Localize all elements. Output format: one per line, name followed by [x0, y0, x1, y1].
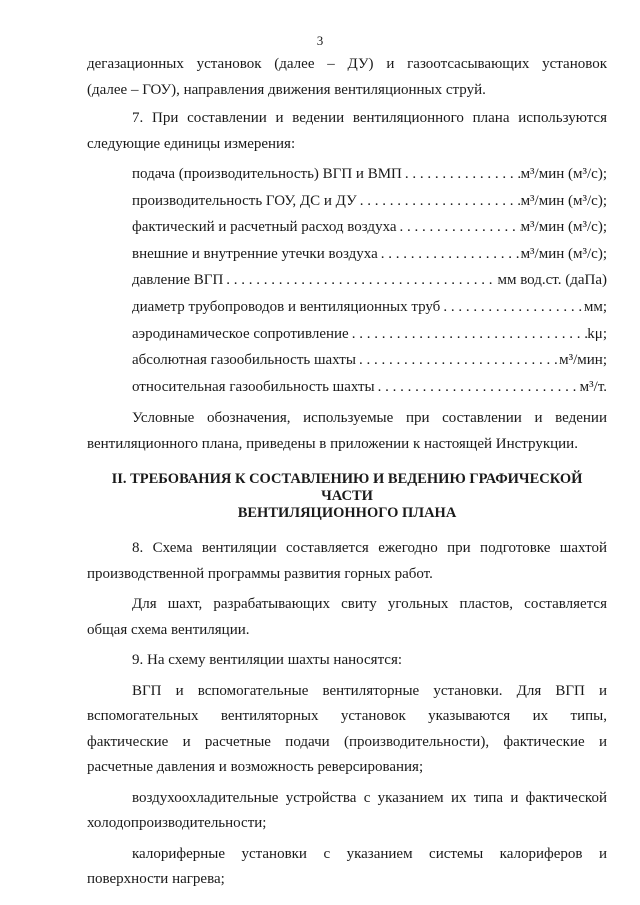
dot-leader	[375, 375, 580, 401]
unit-label: диаметр трубопроводов и вентиляционных труб	[132, 298, 441, 315]
units-list	[87, 162, 607, 401]
unit-item	[87, 375, 607, 402]
page-number: 3	[316, 33, 324, 48]
dot-leader	[378, 242, 521, 268]
paragraph-vgp-line-4: расчетные давления и возможность реверсирования;	[87, 759, 424, 776]
conventions-line-1: Условные обозначения, используемые при составлении и ведении	[132, 410, 607, 427]
unit-value: kμ;	[587, 325, 607, 342]
unit-item	[87, 189, 607, 216]
unit-value: м³/мин;	[559, 352, 607, 369]
paragraph-7-line-2: следующие единицы измерения:	[87, 135, 296, 152]
unit-item	[87, 268, 607, 295]
unit-value: м³/мин (м³/с);	[520, 219, 607, 236]
dot-leader	[440, 295, 584, 321]
paragraph-heater-line-2: поверхности нагрева;	[87, 871, 225, 888]
unit-label: относительная газообильность шахты	[132, 378, 375, 395]
dot-leader	[357, 189, 521, 215]
paragraph-8-line-1: 8. Схема вентиляции составляется ежегодно при подготовке шахтой	[132, 540, 607, 557]
section-heading-line-1: II. ТРЕБОВАНИЯ К СОСТАВЛЕНИЮ И ВЕДЕНИЮ ГРАФИЧЕСКОЙ ЧАСТИ	[111, 471, 583, 505]
unit-item	[87, 295, 607, 322]
unit-label: давление ВГП	[132, 272, 224, 289]
paragraph-cooling-line-1: воздухоохладительные устройства с указанием их типа и фактической	[132, 789, 607, 806]
unit-label: производительность ГОУ, ДС и ДУ	[132, 192, 357, 209]
paragraph-7-line-1: 7. При составлении и ведении вентиляционного плана используются	[132, 110, 607, 126]
section-heading-line-2: ВЕНТИЛЯЦИОННОГО ПЛАНА	[237, 505, 457, 522]
unit-value: м³/т.	[579, 378, 607, 395]
dot-leader	[223, 268, 497, 294]
unit-value: мм вод.ст. (даПа)	[497, 272, 607, 289]
dot-leader	[356, 348, 559, 374]
unit-item	[87, 162, 607, 189]
paragraph-vgp-line-3: фактические и расчетные подачи (производительности), фактические и	[87, 733, 607, 750]
paragraph-svita-line-2: общая схема вентиляции.	[87, 621, 250, 638]
paragraph-9: 9. На схему вентиляции шахты наносятся:	[132, 652, 403, 669]
paragraph-heater-line-1: калориферные установки с указанием системы калориферов и	[132, 845, 607, 862]
unit-item	[87, 348, 607, 375]
unit-value: мм;	[583, 298, 607, 315]
unit-value: м³/мин (м³/с);	[520, 192, 607, 209]
unit-value: м³/мин (м³/с);	[520, 166, 607, 182]
unit-item	[87, 215, 607, 242]
paragraph-svita-line-1: Для шахт, разрабатывающих свиту угольных пластов, составляется	[132, 596, 607, 613]
intro-line-1: дегазационных установок (далее – ДУ) и газоотсасывающих установок	[87, 56, 607, 72]
unit-label: абсолютная газообильность шахты	[132, 352, 356, 369]
section-heading	[87, 471, 607, 522]
unit-label: внешние и внутренние утечки воздуха	[132, 245, 378, 262]
unit-value: м³/мин (м³/с);	[520, 245, 607, 262]
dot-leader	[397, 215, 521, 241]
paragraph-vgp-line-1: ВГП и вспомогательные вентиляторные установки. Для ВГП и	[132, 682, 607, 699]
intro-line-2: (далее – ГОУ), направления движения вентиляционных струй.	[87, 81, 486, 98]
paragraph-vgp-line-2: вспомогательных вентиляторных установок указываются их типы,	[87, 708, 607, 725]
unit-label: аэродинамическое сопротивление	[132, 325, 349, 342]
unit-label: подача (производительность) ВГП и ВМП	[132, 166, 402, 182]
dot-leader	[349, 322, 588, 348]
document-body	[87, 52, 607, 893]
unit-item	[87, 242, 607, 269]
unit-item	[87, 322, 607, 349]
unit-label: фактический и расчетный расход воздуха	[132, 219, 397, 236]
conventions-line-2: вентиляционного плана, приведены в приложении к настоящей Инструкции.	[87, 435, 578, 452]
paragraph-8-line-2: производственной программы развития горных работ.	[87, 565, 433, 582]
dot-leader	[402, 162, 521, 188]
paragraph-cooling-line-2: холодопроизводительности;	[87, 815, 267, 832]
